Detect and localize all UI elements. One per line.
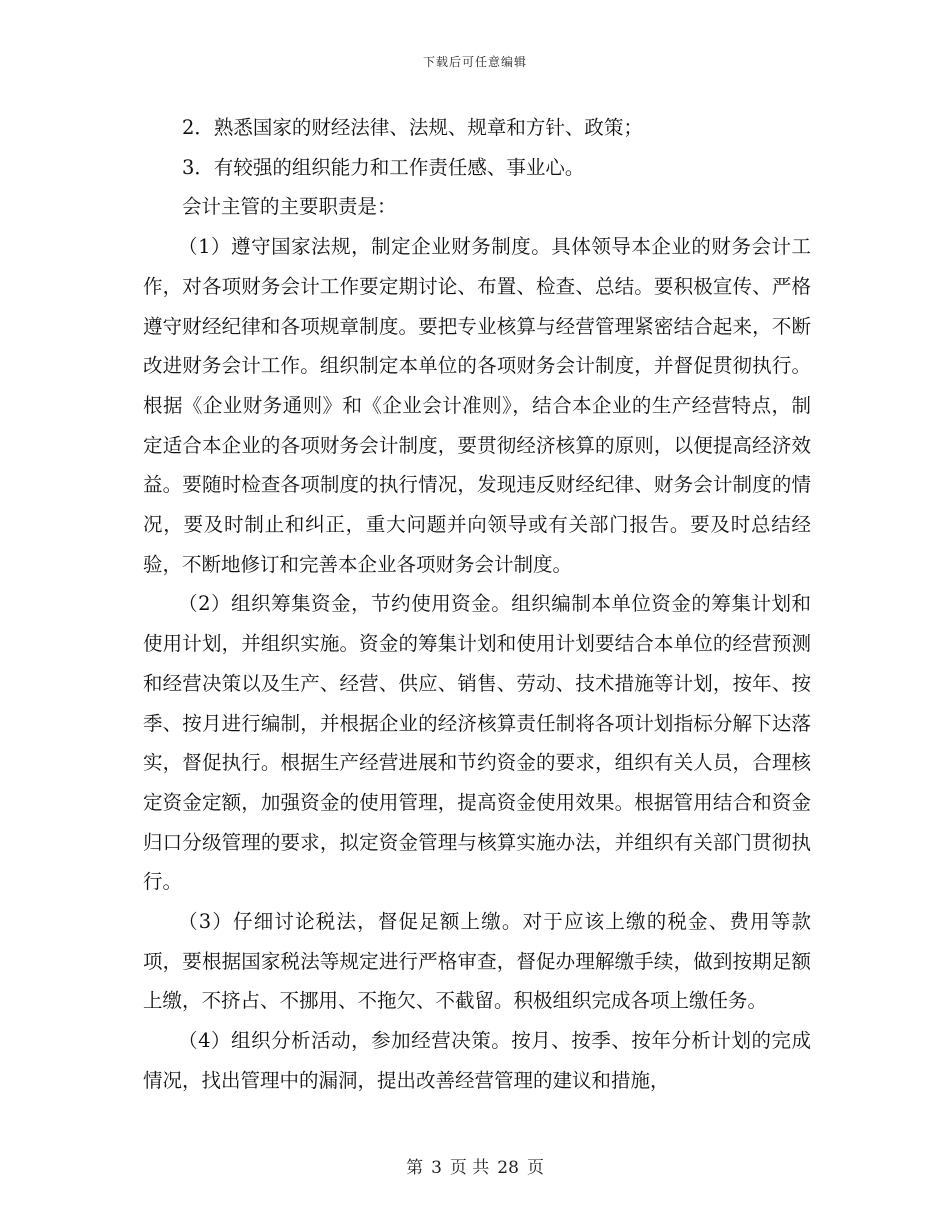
page-total: 28	[497, 1158, 519, 1178]
paragraph-requirement-3: 3．有较强的组织能力和工作责任感、事业心。	[182, 155, 585, 179]
page-footer	[0, 1153, 950, 1178]
paragraph-duty-3: （3）仔细讨论税法，督促足额上缴。对于应该上缴的税金、费用等款项，要根据国家税法等规定进行严格审查，督促办理解缴手续，做到按期足额上缴，不挤占、不挪用、不拖欠、不截留。积极组织完成各项上缴任务。	[143, 910, 811, 1013]
footer-suffix: 页	[526, 1158, 544, 1178]
paragraph-duty-4: （4）组织分析活动，参加经营决策。按月、按季、按年分析计划的完成情况，找出管理中的漏洞，提出改善经营管理的建议和措施，	[143, 1029, 811, 1092]
document-body	[143, 108, 811, 1101]
paragraph-duty-2: （2）组织筹集资金，节约使用资金。组织编制本单位资金的筹集计划和使用计划，并组织实施。资金的筹集计划和使用计划要结合本单位的经营预测和经营决策以及生产、经营、供应、销售、劳动、技术措施等计划，按年、按季、按月进行编制，并根据企业的经济核算责任制将各项计划指标分解下达落实，督促执行。根据生产经营进展和节约资金的要求，组织有关人员，合理核定资金定额，加强资金的使用管理，提高资金使用效果。根据管用结合和资金归口分级管理的要求，拟定资金管理与核算实施办法，并组织有关部门贯彻执行。	[143, 592, 811, 894]
footer-prefix: 第	[406, 1158, 424, 1178]
page-header: 下载后可任意编辑	[422, 55, 527, 69]
paragraph-duty-1: （1）遵守国家法规，制定企业财务制度。具体领导本企业的财务会计工作，对各项财务会计工作要定期讨论、布置、检查、总结。要积极宣传、严格遵守财经纪律和各项规章制度。要把专业核算与经营管理紧密结合起来，不断改进财务会计工作。组织制定本单位的各项财务会计制度，并督促贯彻执行。根据《企业财务通则》和《企业会计准则》，结合本企业的生产经营特点，制定适合本企业的各项财务会计制度，要贯彻经济核算的原则，以便提高经济效益。要随时检查各项制度的执行情况，发现违反财经纪律、财务会计制度的情况，要及时制止和纠正，重大问题并向领导或有关部门报告。要及时总结经验，不断地修订和完善本企业各项财务会计制度。	[143, 235, 811, 576]
page-number: 3	[431, 1158, 442, 1178]
footer-mid: 页 共	[449, 1158, 490, 1178]
paragraph-duties-heading: 会计主管的主要职责是：	[182, 195, 397, 219]
paragraph-requirement-2: 2．熟悉国家的财经法律、法规、规章和方针、政策；	[182, 116, 643, 139]
